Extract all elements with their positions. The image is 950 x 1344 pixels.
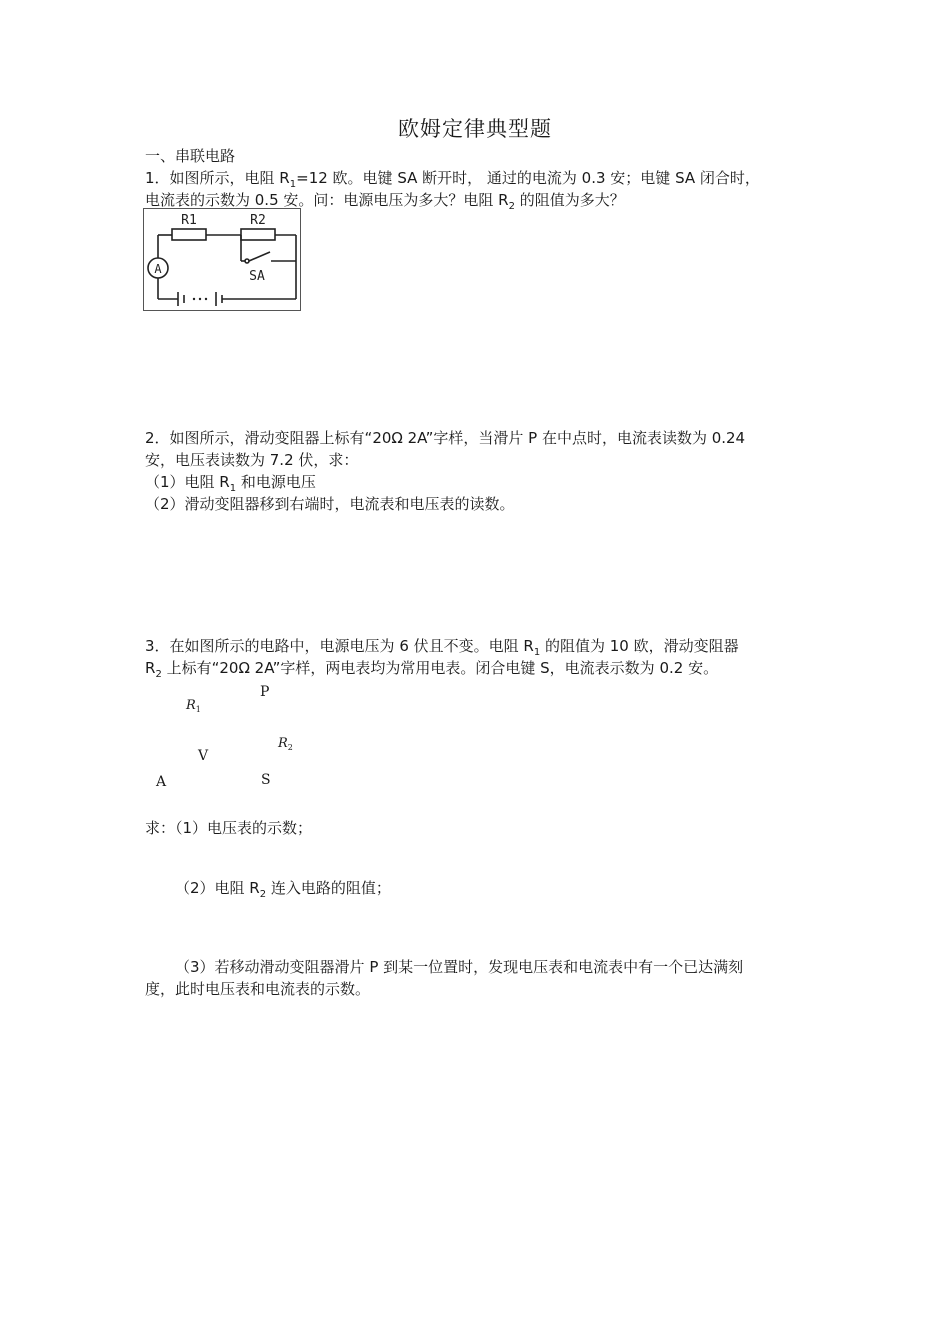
q3-line-2: $R_2$ 上标有“20Ω 2A”字样，两电表均为常用电表。闭合电键 S，电流表示数为 0.2 安。	[145, 659, 719, 680]
r2-label: R2	[250, 213, 266, 228]
page-title: 欧姆定律典型题	[398, 117, 552, 141]
ammeter-label: A	[156, 774, 167, 790]
switch-s-label: S	[261, 772, 271, 788]
q2-line-3: （1）电阻 $R_1$ 和电源电压	[145, 473, 316, 494]
q3-line-1: 3．在如图所示的电路中，电源电压为 6 伏且不变。电阻 $R_1$ 的阻值为 10 欧，滑动变阻器	[145, 637, 739, 658]
switch-sa-label: SA	[249, 269, 265, 284]
voltmeter-label: V	[198, 748, 209, 764]
q1-line-1: 1．如图所示，电阻 $R_1=12$ 欧。电键 SA 断开时， 通过的电流为 0.3 安；电键 SA 闭合时，	[145, 169, 760, 190]
q3-ask-2: （2）电阻 $R_2$ 连入电路的阻值；	[175, 879, 391, 900]
q1-circuit-diagram	[143, 208, 301, 311]
q3-ask-3-line-2: 度，此时电压表和电流表的示数。	[145, 980, 371, 998]
circuit-drawing	[144, 209, 302, 312]
section-heading: 一、串联电路	[145, 147, 236, 165]
q2-line-4: （2）滑动变阻器移到右端时，电流表和电压表的读数。	[145, 495, 515, 513]
q2-line-1: 2．如图所示，滑动变阻器上标有“20Ω 2A”字样，当滑片 P 在中点时，电流表读数为 0.24	[145, 429, 746, 447]
q1-line-2: 电流表的示数为 0.5 安。问：电源电压为多大？电阻 $R_2$ 的阻值为多大？	[145, 191, 625, 212]
q3-ask-1: 求：（1）电压表的示数；	[145, 819, 313, 837]
ammeter-label: A	[154, 262, 162, 276]
q2-line-2: 安，电压表读数为 7.2 伏，求：	[145, 451, 359, 469]
slider-p-label: P	[260, 684, 270, 700]
r1-label: $R_1$	[186, 698, 201, 714]
r1-label: R1	[181, 213, 197, 228]
q3-ask-3-line-1: （3）若移动滑动变阻器滑片 P 到某一位置时，发现电压表和电流表中有一个已达满刻	[175, 958, 744, 976]
r2-label: $R_2$	[278, 736, 293, 752]
